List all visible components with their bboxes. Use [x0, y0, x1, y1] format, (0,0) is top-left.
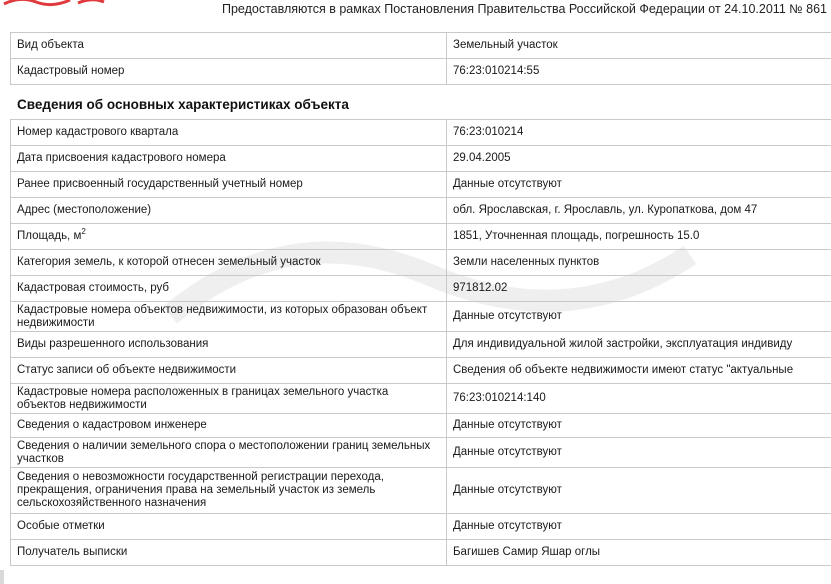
- row-label: Категория земель, к которой отнесен земельный участок: [11, 250, 447, 276]
- row-label: Виды разрешенного использования: [11, 332, 447, 358]
- table-row: [11, 120, 831, 146]
- row-value: обл. Ярославская, г. Ярославль, ул. Куропаткова, дом 47: [447, 198, 831, 224]
- row-label: Кадастровые номера объектов недвижимости, из которых образован объект недвижимости: [11, 302, 447, 332]
- table-row: [11, 438, 831, 468]
- section-title: Сведения об основных характеристиках объекта: [17, 97, 349, 112]
- row-value: Данные отсутствуют: [447, 514, 831, 540]
- row-value: Для индивидуальной жилой застройки, эксплуатация индивиду: [447, 332, 831, 358]
- object-table: [10, 32, 831, 85]
- row-label: Особые отметки: [11, 514, 447, 540]
- table-row: [11, 302, 831, 332]
- table-row: [11, 59, 831, 85]
- row-value: 76:23:010214:55: [447, 59, 831, 85]
- row-label: Дата присвоения кадастрового номера: [11, 146, 447, 172]
- row-value: Земельный участок: [447, 33, 831, 59]
- table-row: [11, 468, 831, 514]
- row-value: Данные отсутствуют: [447, 302, 831, 332]
- row-value: 1851, Уточненная площадь, погрешность 15.0: [447, 224, 831, 250]
- row-label-area: [11, 224, 447, 250]
- row-value: Данные отсутствуют: [447, 468, 831, 514]
- table-row: [11, 250, 831, 276]
- row-label: Вид объекта: [11, 33, 447, 59]
- table-row: [11, 276, 831, 302]
- row-label: Кадастровые номера расположенных в границах земельного участка объектов недвижимости: [11, 384, 447, 414]
- table-row: [11, 332, 831, 358]
- table-row: [11, 33, 831, 59]
- row-value: 971812.02: [447, 276, 831, 302]
- row-label: Сведения о наличии земельного спора о местоположении границ земельных участков: [11, 438, 447, 468]
- row-label: Кадастровый номер: [11, 59, 447, 85]
- row-label: Сведения о невозможности государственной регистрации перехода, прекращения, ограничения права на земельный участок из земель сельскохозяйственного назначения: [11, 468, 447, 514]
- characteristics-table: [10, 119, 831, 566]
- table-row: [11, 172, 831, 198]
- table-row: [11, 514, 831, 540]
- table-row: [11, 384, 831, 414]
- table-row: [11, 414, 831, 438]
- row-label: Получатель выписки: [11, 540, 447, 566]
- header-regulation-note: Предоставляются в рамках Постановления Правительства Российской Федерации от 24.10.2011 № 861: [221, 2, 827, 16]
- row-value: Сведения об объекте недвижимости имеют статус "актуальные: [447, 358, 831, 384]
- logo-fragment: [0, 0, 130, 8]
- row-value: Данные отсутствуют: [447, 414, 831, 438]
- table-row: [11, 224, 831, 250]
- area-label-sup: 2: [81, 227, 86, 237]
- table-row: [11, 540, 831, 566]
- row-value: 76:23:010214: [447, 120, 831, 146]
- area-label-text: Площадь, м: [17, 230, 82, 242]
- row-label: Ранее присвоенный государственный учетный номер: [11, 172, 447, 198]
- row-label: Адрес (местоположение): [11, 198, 447, 224]
- row-value: Данные отсутствуют: [447, 438, 831, 468]
- table-row: [11, 198, 831, 224]
- row-label: Номер кадастрового квартала: [11, 120, 447, 146]
- row-value: Багишев Самир Яшар оглы: [447, 540, 831, 566]
- row-label: Статус записи об объекте недвижимости: [11, 358, 447, 384]
- table-row: [11, 358, 831, 384]
- row-value: 76:23:010214:140: [447, 384, 831, 414]
- row-value: 29.04.2005: [447, 146, 831, 172]
- table-row: [11, 146, 831, 172]
- row-label: Сведения о кадастровом инженере: [11, 414, 447, 438]
- row-value: Земли населенных пунктов: [447, 250, 831, 276]
- row-label: Кадастровая стоимость, руб: [11, 276, 447, 302]
- page-edge-mark: [0, 570, 4, 584]
- row-value: Данные отсутствуют: [447, 172, 831, 198]
